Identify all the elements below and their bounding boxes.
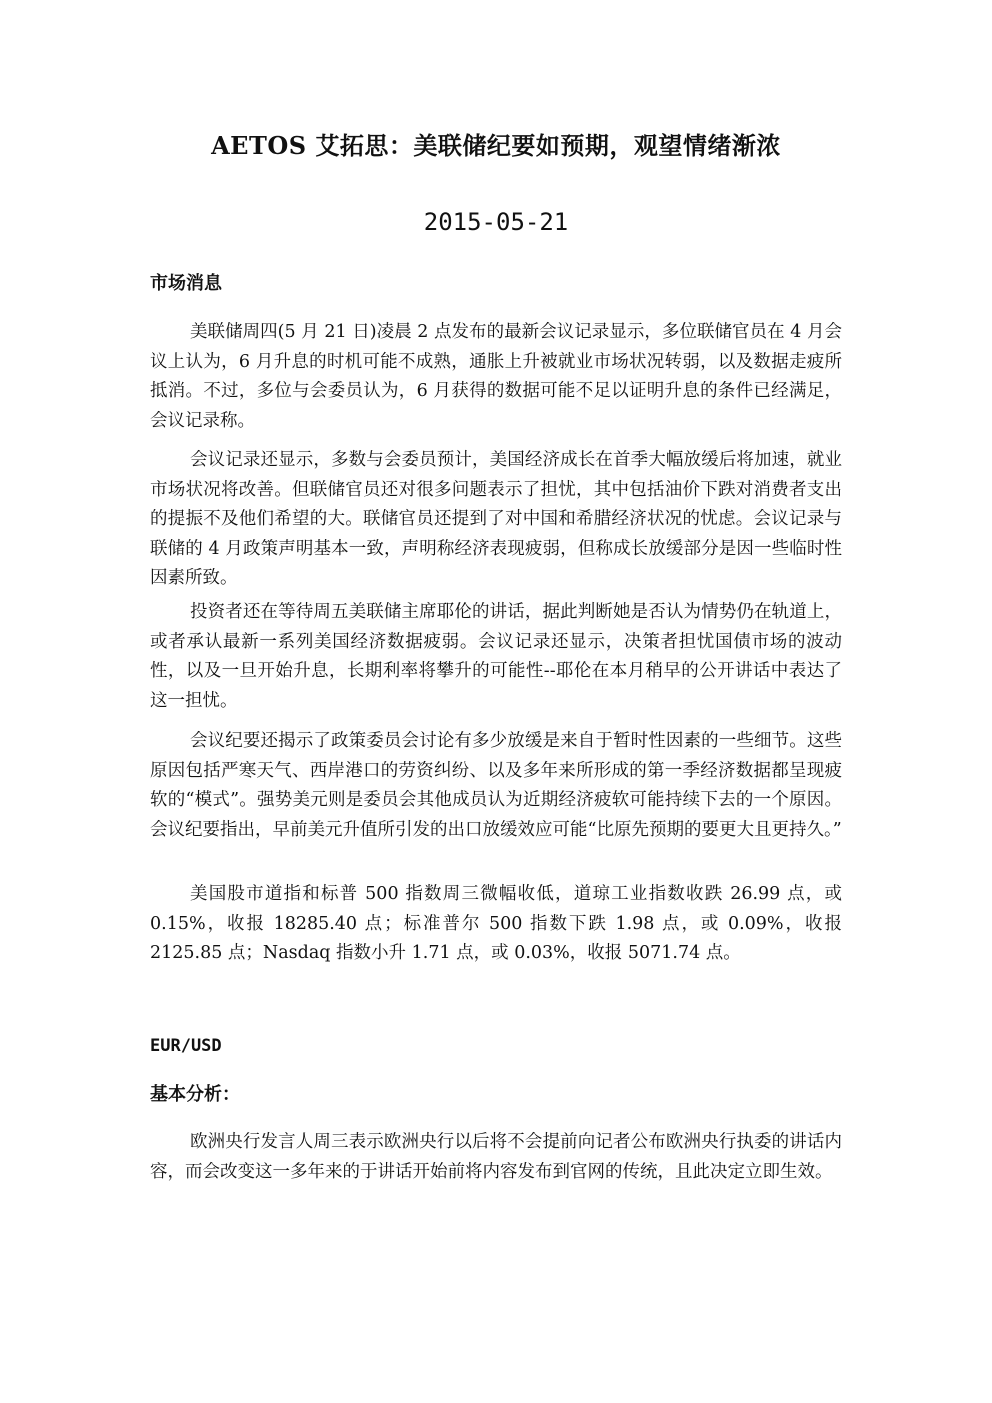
section-heading-market-news: 市场消息: [150, 273, 222, 294]
paragraph: 美国股市道指和标普 500 指数周三微幅收低，道琼工业指数收跌 26.99 点，或 0.15%，收报 18285.40 点；标准普尔 500 指数下跌 1.98 点，或 0.09%，收报 2125.85 点；Nasdaq 指数小升 1.71 点，或 0.03%，收报 5071.74 点。: [150, 884, 842, 963]
currency-pair-label: EUR/USD: [150, 1036, 222, 1056]
paragraph: 会议纪要还揭示了政策委员会讨论有多少放缓是来自于暂时性因素的一些细节。这些原因包括严寒天气、西岸港口的劳资纠纷、以及多年来所形成的第一季经济数据都呈现疲软的“模式”。强势美元则是委员会其他成员认为近期经济疲软可能持续下去的一个原因。会议纪要指出，早前美元升值所引发的出口放缓效应可能“比原先预期的要更大且更持久。”: [150, 731, 842, 840]
paragraph: 美联储周四(5 月 21 日)凌晨 2 点发布的最新会议记录显示，多位联储官员在 4 月会议上认为，6 月升息的时机可能不成熟，通胀上升被就业市场状况转弱，以及数据走疲所抵消。不过，多位与会委员认为，6 月获得的数据可能不足以证明升息的条件已经满足，会议记录称。: [150, 322, 842, 431]
paragraph: 投资者还在等待周五美联储主席耶伦的讲话，据此判断她是否认为情势仍在轨道上，或者承认最新一系列美国经济数据疲弱。会议记录还显示，决策者担忧国债市场的波动性，以及一旦开始升息，长期利率将攀升的可能性--耶伦在本月稍早的公开讲话中表达了这一担忧。: [150, 602, 842, 711]
paragraph: 会议记录还显示，多数与会委员预计，美国经济成长在首季大幅放缓后将加速，就业市场状况将改善。但联储官员还对很多问题表示了担忧，其中包括油价下跌对消费者支出的提振不及他们希望的大。联储官员还提到了对中国和希腊经济状况的忧虑。会议记录与联储的 4 月政策声明基本一致，声明称经济表现疲弱，但称成长放缓部分是因一些临时性因素所致。: [150, 450, 842, 588]
document-date: 2015-05-21: [423, 208, 569, 236]
section-heading-fundamental-analysis: 基本分析：: [150, 1084, 240, 1105]
paragraph: 欧洲央行发言人周三表示欧洲央行以后将不会提前向记者公布欧洲央行执委的讲话内容，而会改变这一多年来的于讲话开始前将内容发布到官网的传统，且此决定立即生效。: [150, 1132, 842, 1182]
document-title: AETOS 艾拓思：美联储纪要如预期，观望情绪渐浓: [211, 131, 781, 160]
